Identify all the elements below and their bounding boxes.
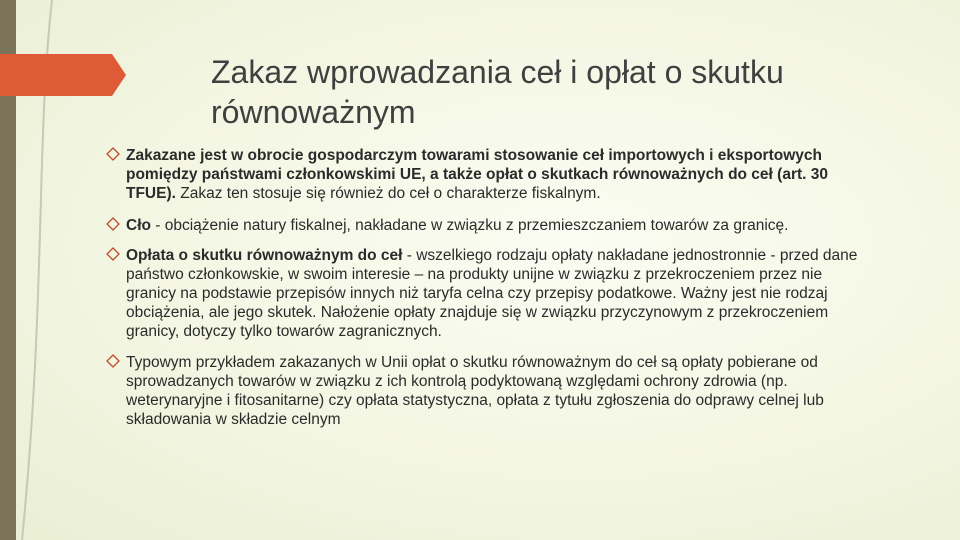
diamond-outline-icon — [106, 354, 120, 368]
bullet-bold-text: Cło — [126, 217, 151, 234]
slide-title: Zakaz wprowadzania ceł i opłat o skutku równoważnym — [211, 54, 784, 130]
bullet-item — [106, 146, 876, 203]
diamond-outline-icon — [106, 217, 120, 231]
bullet-bold-text: Zakazane jest w obrocie gospodarczym towarami stosowanie ceł importowych i eksportowych pomiędzy państwami członkowskimi UE, a także opłat o skutkach równoważnych do ceł (art. 30 TFUE). — [126, 147, 828, 202]
bullet-item — [106, 216, 876, 235]
bullet-item — [106, 353, 876, 429]
bullet-bold-text: Opłata o skutku równoważnym do ceł — [126, 247, 403, 264]
title-accent-bar — [0, 54, 112, 96]
bullet-text: Typowym przykładem zakazanych w Unii opłat o skutku równoważnym do ceł są opłaty pobierane od sprowadzanych towarów w związku z ich kontrolą podyktowaną względami ochrony zdrowia (np. weterynaryjne i fitosanitarne) czy opłata statystyczna, opłata z tytułu zgłoszenia do odprawy celnej lub składowania w składzie celnym — [126, 354, 824, 428]
bullet-text: - wszelkiego rodzaju opłaty nakładane jednostronnie - przed dane państwo członkowskie, w swoim interesie – na produkty unijne w związku z przekroczeniem przez nie granicy na podstawie przepisów innych niż taryfa celna czy przepisy podatkowe. Ważny jest nie rodzaj obciążenia, ale jego skutek. Nałożenie opłaty znajduje się w związku przyczynowym z przekroczeniem granicy, dotyczy tylko towarów zagranicznych. — [126, 247, 858, 340]
diamond-outline-icon — [106, 147, 120, 161]
diamond-outline-icon — [106, 247, 120, 261]
bullet-list — [106, 146, 876, 429]
title-accent-tip — [112, 54, 126, 96]
bullet-text: Zakaz ten stosuje się również do ceł o charakterze fiskalnym. — [175, 185, 601, 202]
bullet-text: - obciążenie natury fiskalnej, nakładane w związku z przemieszczaniem towarów za granicę. — [150, 217, 789, 234]
bullet-item — [106, 246, 876, 341]
